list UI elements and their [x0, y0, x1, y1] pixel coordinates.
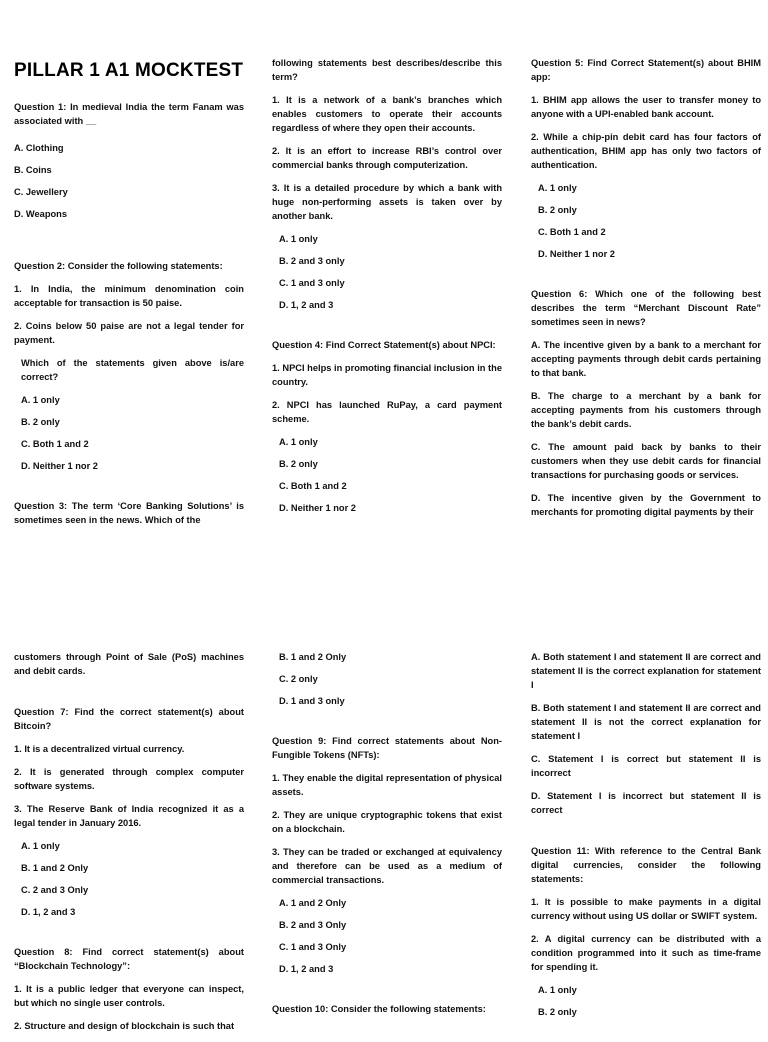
q8-statement-2-start: 2. Structure and design of blockchain is such that — [14, 1021, 235, 1031]
question-6: Question 6: Which one of the following best describes the term “Merchant Discount Rate” sometimes seen in news? — [531, 289, 761, 327]
q4-statement-1: 1. NPCI helps in promoting financial inclusion in the country. — [272, 363, 502, 387]
q7-option-c: C. 2 and 3 Only — [21, 885, 89, 895]
question-3-continued: following statements best describes/describe this term? — [272, 58, 502, 82]
q11-option-b: B. 2 only — [538, 1007, 577, 1017]
q9-option-a: A. 1 and 2 Only — [279, 898, 347, 908]
q9-option-b: B. 2 and 3 Only — [279, 920, 347, 930]
page-2 — [0, 640, 768, 1031]
question-9: Question 9: Find correct statements about Non-Fungible Tokens (NFTs): — [272, 736, 502, 760]
q3-option-d: D. 1, 2 and 3 — [279, 300, 334, 310]
q4-statement-2: 2. NPCI has launched RuPay, a card payment scheme. — [272, 400, 502, 424]
q2-option-d: D. Neither 1 nor 2 — [21, 461, 98, 471]
q7-option-a: A. 1 only — [21, 841, 60, 851]
question-2: Question 2: Consider the following statements: — [14, 261, 223, 271]
question-5: Question 5: Find Correct Statement(s) about BHIM app: — [531, 58, 761, 82]
q9-statement-1: 1. They enable the digital representation of physical assets. — [272, 773, 502, 797]
q11-option-a: A. 1 only — [538, 985, 577, 995]
q3-statement-2: 2. It is an effort to increase RBI’s control over commercial banks through computerization. — [272, 146, 502, 170]
q4-option-a: A. 1 only — [279, 437, 318, 447]
q5-option-b: B. 2 only — [538, 205, 577, 215]
q9-statement-2: 2. They are unique cryptographic tokens that exist on a blockchain. — [272, 810, 502, 834]
q10-option-a: A. Both statement I and statement II are correct and statement II is the correct explanation for statement I — [531, 652, 761, 690]
q11-statement-1: 1. It is possible to make payments in a digital currency without using US dollar or SWIFT system. — [531, 897, 761, 921]
question-4: Question 4: Find Correct Statement(s) about NPCI: — [272, 340, 496, 350]
q6-option-a: A. The incentive given by a bank to a merchant for accepting payments through debit cards pertaining to that bank. — [531, 340, 761, 378]
q8-option-b: B. 1 and 2 Only — [279, 652, 347, 662]
column-1 — [14, 56, 244, 536]
q2-option-a: A. 1 only — [21, 395, 60, 405]
q1-option-a: A. Clothing — [14, 143, 64, 153]
question-1: Question 1: In medieval India the term Fanam was associated with __ — [14, 102, 244, 126]
q3-statement-1: 1. It is a network of a bank’s branches which enables customers to operate their accounts regardless of where they open their accounts. — [272, 95, 502, 133]
document-title: PILLAR 1 A1 MOCKTEST — [14, 60, 244, 81]
q9-option-c: C. 1 and 3 Only — [279, 942, 347, 952]
q11-statement-2: 2. A digital currency can be distributed with a condition programmed into it such as time-frame for spending it. — [531, 934, 761, 972]
column-2 — [272, 56, 502, 523]
q2-option-b: B. 2 only — [21, 417, 60, 427]
q10-option-b: B. Both statement I and statement II are correct and statement II is not the correct explanation for statement I — [531, 703, 761, 741]
question-10: Question 10: Consider the following statements: — [272, 1004, 486, 1014]
q5-statement-2: 2. While a chip-pin debit card has four factors of authentication, BHIM app has only two factors of authentication. — [531, 132, 761, 170]
q2-option-c: C. Both 1 and 2 — [21, 439, 89, 449]
q7-statement-1: 1. It is a decentralized virtual currency. — [14, 744, 185, 754]
q2-statement-2: 2. Coins below 50 paise are not a legal tender for payment. — [14, 321, 244, 345]
q7-option-d: D. 1, 2 and 3 — [21, 907, 76, 917]
question-8: Question 8: Find correct statement(s) about “Blockchain Technology”: — [14, 947, 244, 971]
question-7: Question 7: Find the correct statement(s) about Bitcoin? — [14, 707, 244, 731]
column-1 — [14, 650, 244, 1042]
q7-option-b: B. 1 and 2 Only — [21, 863, 89, 873]
q2-ask: Which of the statements given above is/are correct? — [21, 358, 244, 382]
q6-option-d-start: D. The incentive given by the Government to merchants for promoting digital payments by their — [531, 493, 761, 517]
q5-option-c: C. Both 1 and 2 — [538, 227, 606, 237]
q6-option-d-continued: customers through Point of Sale (PoS) machines and debit cards. — [14, 652, 244, 676]
q7-statement-3: 3. The Reserve Bank of India recognized it as a legal tender in January 2016. — [14, 804, 244, 828]
q8-statement-1: 1. It is a public ledger that everyone can inspect, but which no single user controls. — [14, 984, 244, 1008]
q3-option-c: C. 1 and 3 only — [279, 278, 345, 288]
column-2 — [272, 650, 502, 1025]
q3-statement-3: 3. It is a detailed procedure by which a bank with huge non-performing assets is taken over by another bank. — [272, 183, 502, 221]
q8-option-d: D. 1 and 3 only — [279, 696, 345, 706]
q3-option-b: B. 2 and 3 only — [279, 256, 345, 266]
q9-option-d: D. 1, 2 and 3 — [279, 964, 334, 974]
q5-option-d: D. Neither 1 nor 2 — [538, 249, 615, 259]
q1-option-d: D. Weapons — [14, 209, 68, 219]
q6-option-b: B. The charge to a merchant by a bank for accepting payments from his customers through the bank’s debit cards. — [531, 391, 761, 429]
q5-statement-1: 1. BHIM app allows the user to transfer money to anyone with a UPI-enabled bank account. — [531, 95, 761, 119]
q4-option-d: D. Neither 1 nor 2 — [279, 503, 356, 513]
page-gap — [0, 570, 768, 640]
q9-statement-3: 3. They can be traded or exchanged at equivalency and therefore can be used as a medium of commercial transactions. — [272, 847, 502, 885]
q10-option-c: C. Statement I is correct but statement II is incorrect — [531, 754, 761, 778]
q5-option-a: A. 1 only — [538, 183, 577, 193]
question-11: Question 11: With reference to the Central Bank digital currencies, consider the following statements: — [531, 846, 761, 884]
q10-option-d: D. Statement I is incorrect but statement II is correct — [531, 791, 761, 815]
q1-option-c: C. Jewellery — [14, 187, 68, 197]
column-3 — [531, 56, 761, 528]
q2-statement-1: 1. In India, the minimum denomination coin acceptable for transaction is 50 paise. — [14, 284, 244, 308]
q7-statement-2: 2. It is generated through complex computer software systems. — [14, 767, 244, 791]
column-3 — [531, 650, 761, 1027]
q6-option-c: C. The amount paid back by banks to their customers when they use debit cards for financial transactions for purchasing goods or services. — [531, 442, 761, 480]
q8-option-c: C. 2 only — [279, 674, 318, 684]
question-3-start: Question 3: The term ‘Core Banking Solutions’ is sometimes seen in the news. Which of the — [14, 501, 244, 525]
q4-option-b: B. 2 only — [279, 459, 318, 469]
q3-option-a: A. 1 only — [279, 234, 318, 244]
q4-option-c: C. Both 1 and 2 — [279, 481, 347, 491]
q1-option-b: B. Coins — [14, 165, 52, 175]
